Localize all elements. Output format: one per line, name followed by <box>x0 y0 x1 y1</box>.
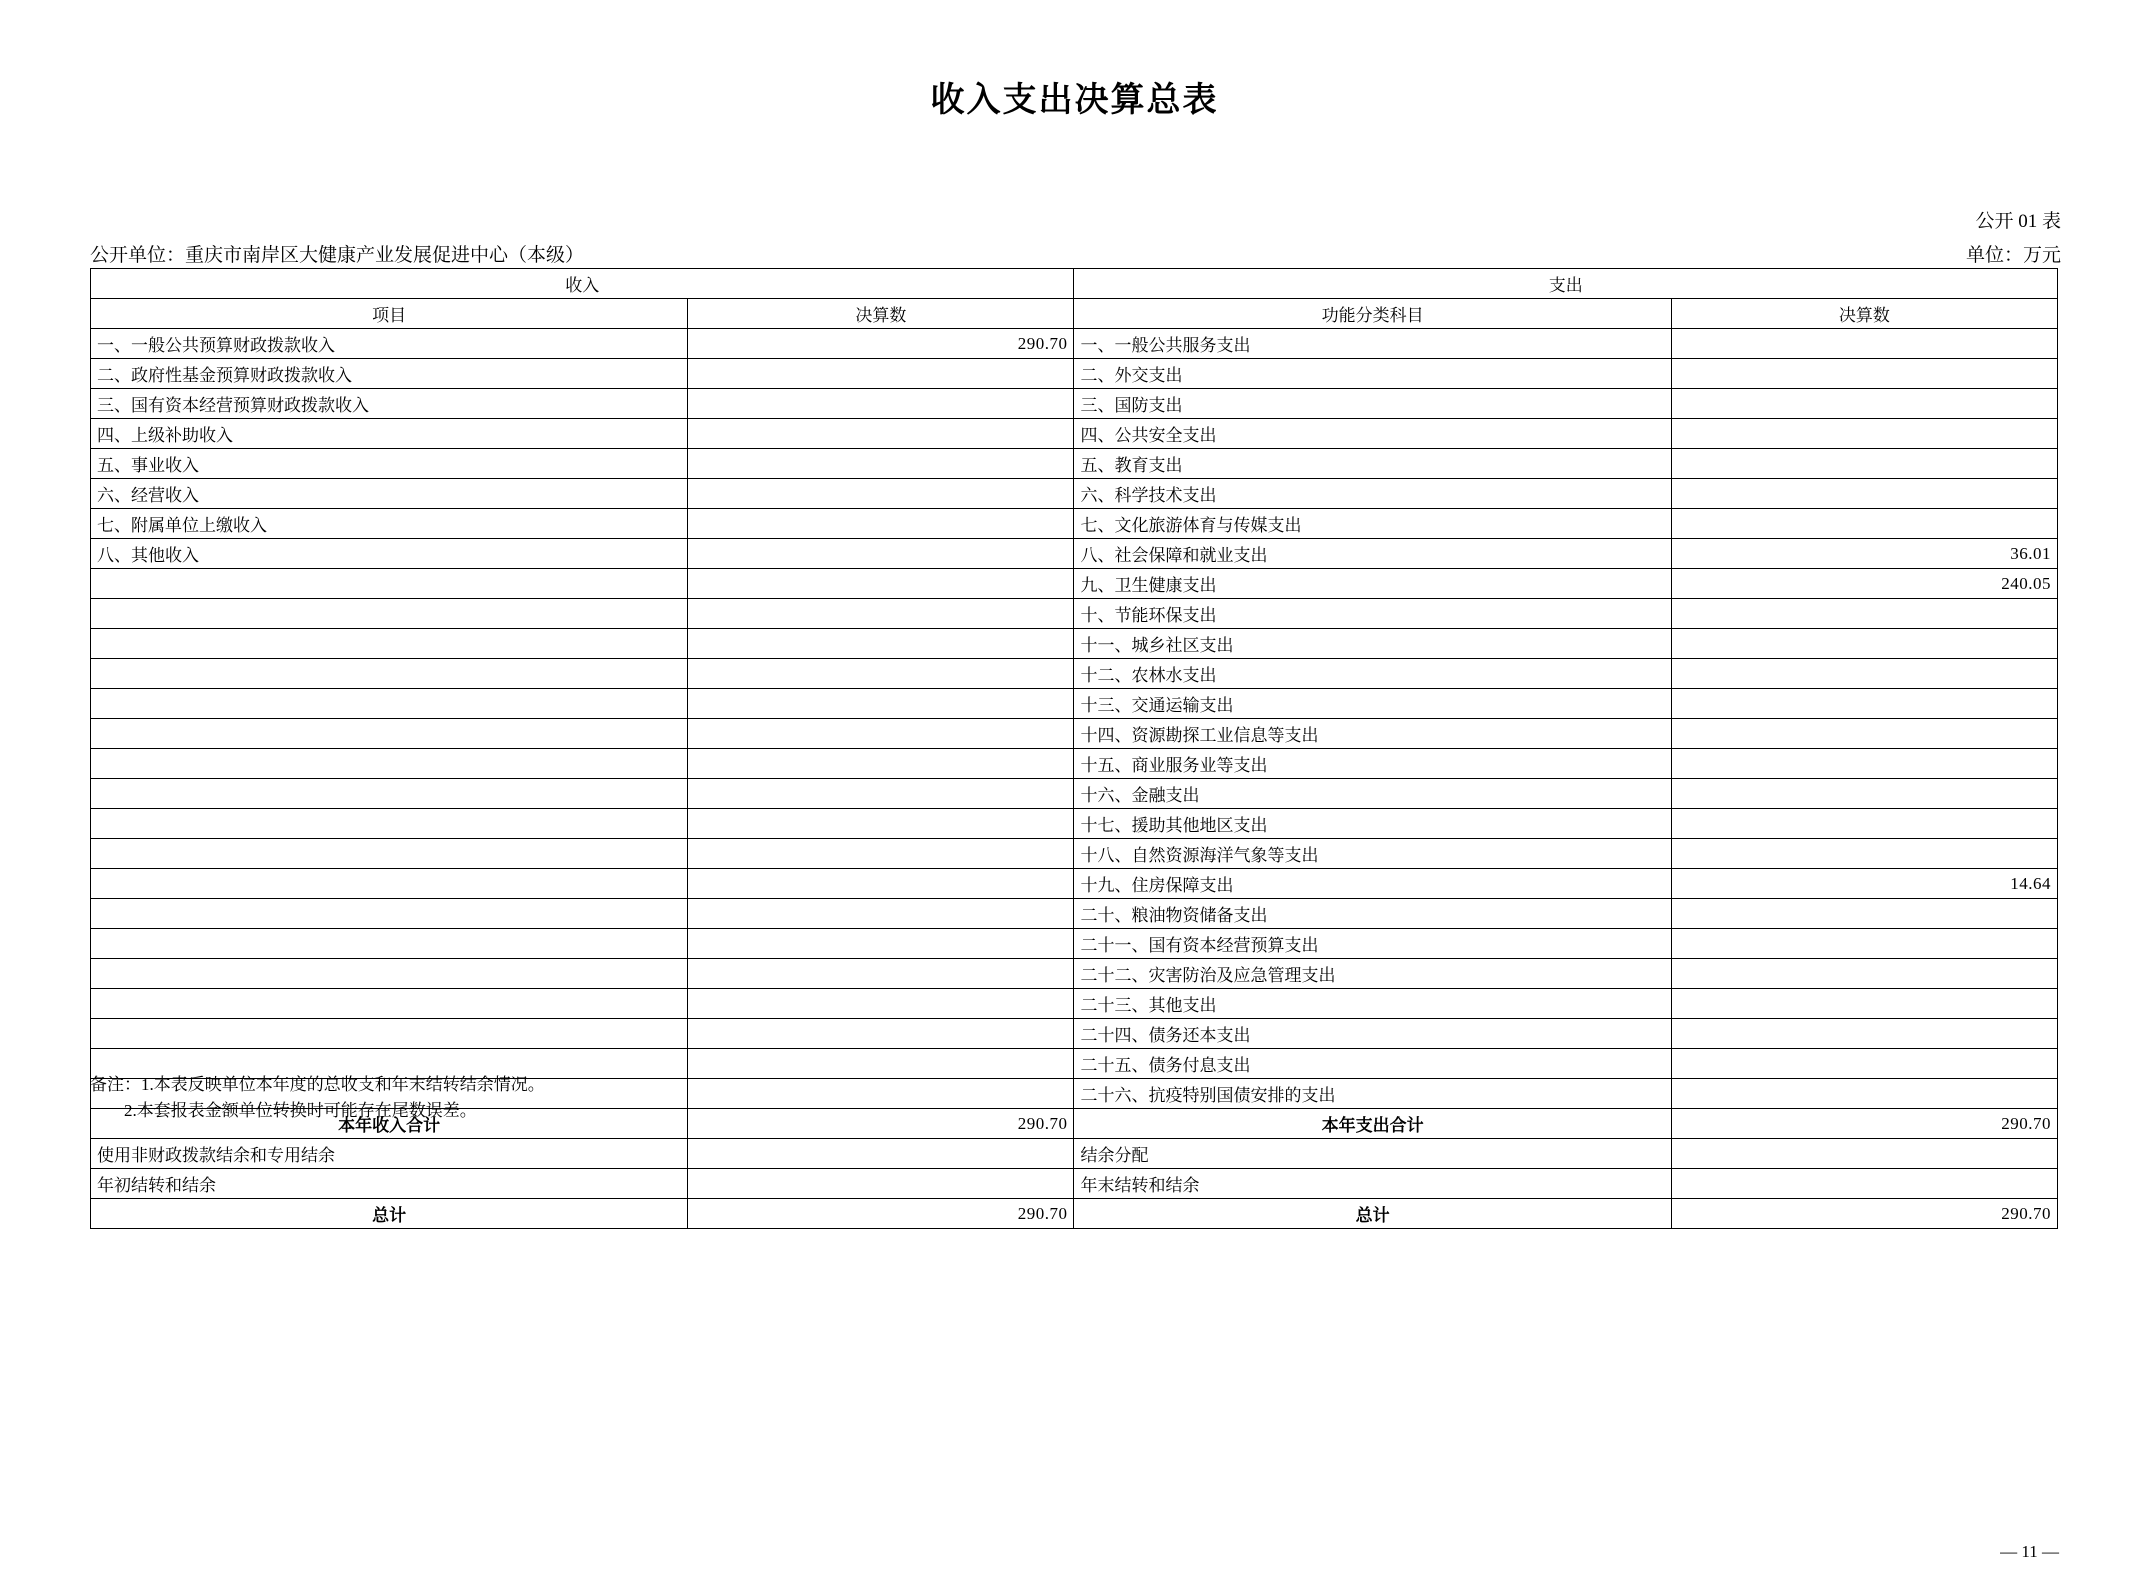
cell-income-amount <box>688 1169 1074 1199</box>
cell-income-amount <box>688 629 1074 659</box>
cell-expenditure-item: 十三、交通运输支出 <box>1074 689 1671 719</box>
cell-income-amount <box>688 569 1074 599</box>
group-header-income: 收入 <box>91 269 1074 299</box>
cell-expenditure-item: 十一、城乡社区支出 <box>1074 629 1671 659</box>
table-row <box>91 929 2058 959</box>
table-row <box>91 509 2058 539</box>
table-row <box>91 719 2058 749</box>
table-row <box>91 1019 2058 1049</box>
cell-income-item <box>91 1019 688 1049</box>
cell-expenditure-amount: 14.64 <box>1671 869 2057 899</box>
cell-expenditure-item: 二十五、债务付息支出 <box>1074 1049 1671 1079</box>
cell-income-item <box>91 569 688 599</box>
cell-income-item: 一、一般公共预算财政拨款收入 <box>91 329 688 359</box>
cell-expenditure-item: 十九、住房保障支出 <box>1074 869 1671 899</box>
cell-expenditure-amount <box>1671 1079 2057 1109</box>
table-row <box>91 809 2058 839</box>
cell-income-item: 六、经营收入 <box>91 479 688 509</box>
cell-income-item: 八、其他收入 <box>91 539 688 569</box>
cell-income-amount <box>688 1139 1074 1169</box>
cell-expenditure-item: 十七、援助其他地区支出 <box>1074 809 1671 839</box>
note-line-2: 2.本套报表金额单位转换时可能存在尾数误差。 <box>124 1101 477 1120</box>
cell-expenditure-item: 本年支出合计 <box>1074 1109 1671 1139</box>
cell-expenditure-item: 二十二、灾害防治及应急管理支出 <box>1074 959 1671 989</box>
cell-income-amount <box>688 479 1074 509</box>
cell-expenditure-item: 五、教育支出 <box>1074 449 1671 479</box>
cell-income-amount <box>688 959 1074 989</box>
cell-expenditure-item: 三、国防支出 <box>1074 389 1671 419</box>
cell-expenditure-item: 二十四、债务还本支出 <box>1074 1019 1671 1049</box>
cell-income-amount <box>688 839 1074 869</box>
group-header-expenditure: 支出 <box>1074 269 2058 299</box>
table-row <box>91 389 2058 419</box>
cell-expenditure-amount <box>1671 1139 2057 1169</box>
currency-unit-note: 单位：万元 <box>1965 245 2061 266</box>
cell-income-amount <box>688 869 1074 899</box>
cell-income-item <box>91 719 688 749</box>
cell-income-amount <box>688 809 1074 839</box>
cell-expenditure-amount <box>1671 839 2057 869</box>
table-row <box>91 629 2058 659</box>
cell-expenditure-amount: 290.70 <box>1671 1199 2057 1229</box>
table-row <box>91 419 2058 449</box>
cell-income-amount <box>688 929 1074 959</box>
cell-income-amount <box>688 1079 1074 1109</box>
table-row <box>91 359 2058 389</box>
cell-income-item: 使用非财政拨款结余和专用结余 <box>91 1139 688 1169</box>
cell-expenditure-amount <box>1671 509 2057 539</box>
cell-expenditure-item: 二十一、国有资本经营预算支出 <box>1074 929 1671 959</box>
cell-income-amount <box>688 899 1074 929</box>
cell-income-item <box>91 779 688 809</box>
column-header-row <box>91 299 2058 329</box>
table-row <box>91 569 2058 599</box>
cell-expenditure-amount <box>1671 1019 2057 1049</box>
cell-expenditure-item: 结余分配 <box>1074 1139 1671 1169</box>
cell-income-item <box>91 869 688 899</box>
cell-expenditure-amount <box>1671 689 2057 719</box>
cell-expenditure-amount <box>1671 749 2057 779</box>
cell-expenditure-amount <box>1671 329 2057 359</box>
column-header-expenditure-amount: 决算数 <box>1671 299 2057 329</box>
cell-expenditure-amount <box>1671 449 2057 479</box>
cell-expenditure-amount <box>1671 359 2057 389</box>
cell-expenditure-item: 四、公共安全支出 <box>1074 419 1671 449</box>
cell-expenditure-item: 二十、粮油物资储备支出 <box>1074 899 1671 929</box>
cell-income-item <box>91 839 688 869</box>
table-row <box>91 329 2058 359</box>
cell-income-amount <box>688 779 1074 809</box>
cell-income-item <box>91 899 688 929</box>
cell-income-item: 年初结转和结余 <box>91 1169 688 1199</box>
column-header-expenditure-item: 功能分类科目 <box>1074 299 1671 329</box>
cell-income-item <box>91 749 688 779</box>
cell-income-amount <box>688 659 1074 689</box>
table-row <box>91 749 2058 779</box>
cell-expenditure-item: 十四、资源勘探工业信息等支出 <box>1074 719 1671 749</box>
table-row <box>91 899 2058 929</box>
cell-expenditure-amount <box>1671 959 2057 989</box>
cell-expenditure-amount <box>1671 419 2057 449</box>
cell-expenditure-item: 总计 <box>1074 1199 1671 1229</box>
note-line-1: 备注：1.本表反映单位本年度的总收支和年末结转结余情况。 <box>90 1075 545 1094</box>
table-row <box>91 959 2058 989</box>
cell-income-item: 本年收入合计 <box>91 1109 688 1139</box>
cell-expenditure-amount <box>1671 599 2057 629</box>
cell-income-amount: 290.70 <box>688 1199 1074 1229</box>
cell-expenditure-item: 十五、商业服务业等支出 <box>1074 749 1671 779</box>
cell-income-item <box>91 989 688 1019</box>
cell-expenditure-item: 八、社会保障和就业支出 <box>1074 539 1671 569</box>
cell-expenditure-amount: 240.05 <box>1671 569 2057 599</box>
cell-income-amount <box>688 749 1074 779</box>
cell-income-amount <box>688 359 1074 389</box>
table-row <box>91 839 2058 869</box>
table-row <box>91 599 2058 629</box>
cell-income-amount <box>688 719 1074 749</box>
column-header-income-item: 项目 <box>91 299 688 329</box>
cell-income-amount <box>688 539 1074 569</box>
cell-expenditure-amount <box>1671 479 2057 509</box>
cell-expenditure-item: 六、科学技术支出 <box>1074 479 1671 509</box>
cell-income-item: 二、政府性基金预算财政拨款收入 <box>91 359 688 389</box>
cell-expenditure-item: 二、外交支出 <box>1074 359 1671 389</box>
cell-income-amount <box>688 989 1074 1019</box>
column-header-income-amount: 决算数 <box>688 299 1074 329</box>
cell-expenditure-amount: 290.70 <box>1671 1109 2057 1139</box>
cell-expenditure-item: 十、节能环保支出 <box>1074 599 1671 629</box>
cell-income-item <box>91 599 688 629</box>
table-row <box>91 689 2058 719</box>
document-page <box>0 72 2149 1592</box>
cell-expenditure-item: 十八、自然资源海洋气象等支出 <box>1074 839 1671 869</box>
cell-expenditure-amount <box>1671 629 2057 659</box>
table-row <box>91 869 2058 899</box>
table-summary-row <box>91 1139 2058 1169</box>
cell-income-item: 四、上级补助收入 <box>91 419 688 449</box>
cell-expenditure-amount <box>1671 809 2057 839</box>
cell-income-item <box>91 689 688 719</box>
cell-income-item <box>91 629 688 659</box>
table-row <box>91 479 2058 509</box>
cell-expenditure-item: 九、卫生健康支出 <box>1074 569 1671 599</box>
cell-expenditure-amount <box>1671 899 2057 929</box>
cell-expenditure-amount <box>1671 1049 2057 1079</box>
cell-expenditure-amount <box>1671 659 2057 689</box>
cell-income-item: 三、国有资本经营预算财政拨款收入 <box>91 389 688 419</box>
cell-income-item: 五、事业收入 <box>91 449 688 479</box>
cell-income-item <box>91 809 688 839</box>
cell-income-amount <box>688 599 1074 629</box>
table-summary-row <box>91 1169 2058 1199</box>
cell-income-item <box>91 929 688 959</box>
cell-expenditure-item: 十六、金融支出 <box>1074 779 1671 809</box>
table-summary-row <box>91 1199 2058 1229</box>
publisher-label: 公开单位：重庆市南岸区大健康产业发展促进中心（本级） <box>90 245 585 266</box>
page-title: 收入支出决算总表 <box>930 80 1219 120</box>
cell-income-amount <box>688 509 1074 539</box>
sheet-number: 公开 01 表 <box>1975 211 2061 232</box>
cell-income-amount: 290.70 <box>688 1109 1074 1139</box>
cell-expenditure-amount <box>1671 389 2057 419</box>
cell-income-amount: 290.70 <box>688 329 1074 359</box>
cell-expenditure-amount <box>1671 989 2057 1019</box>
cell-income-item: 总计 <box>91 1199 688 1229</box>
cell-expenditure-item: 年末结转和结余 <box>1074 1169 1671 1199</box>
cell-expenditure-item: 七、文化旅游体育与传媒支出 <box>1074 509 1671 539</box>
cell-income-amount <box>688 689 1074 719</box>
cell-expenditure-amount <box>1671 1169 2057 1199</box>
table-row <box>91 989 2058 1019</box>
cell-expenditure-item: 二十六、抗疫特别国债安排的支出 <box>1074 1079 1671 1109</box>
table-row <box>91 779 2058 809</box>
cell-expenditure-amount <box>1671 719 2057 749</box>
cell-income-amount <box>688 389 1074 419</box>
cell-expenditure-amount <box>1671 779 2057 809</box>
table-row <box>91 539 2058 569</box>
cell-income-amount <box>688 1019 1074 1049</box>
cell-expenditure-amount: 36.01 <box>1671 539 2057 569</box>
cell-expenditure-item: 二十三、其他支出 <box>1074 989 1671 1019</box>
cell-income-item: 七、附属单位上缴收入 <box>91 509 688 539</box>
cell-income-amount <box>688 419 1074 449</box>
cell-income-item <box>91 959 688 989</box>
cell-income-amount <box>688 1049 1074 1079</box>
cell-expenditure-item: 一、一般公共服务支出 <box>1074 329 1671 359</box>
cell-income-amount <box>688 449 1074 479</box>
cell-income-item <box>91 659 688 689</box>
page-number: — 11 — <box>2000 1542 2059 1561</box>
cell-expenditure-amount <box>1671 929 2057 959</box>
cell-expenditure-item: 十二、农林水支出 <box>1074 659 1671 689</box>
table-row <box>91 659 2058 689</box>
table-row <box>91 449 2058 479</box>
group-header-row <box>91 269 2058 299</box>
